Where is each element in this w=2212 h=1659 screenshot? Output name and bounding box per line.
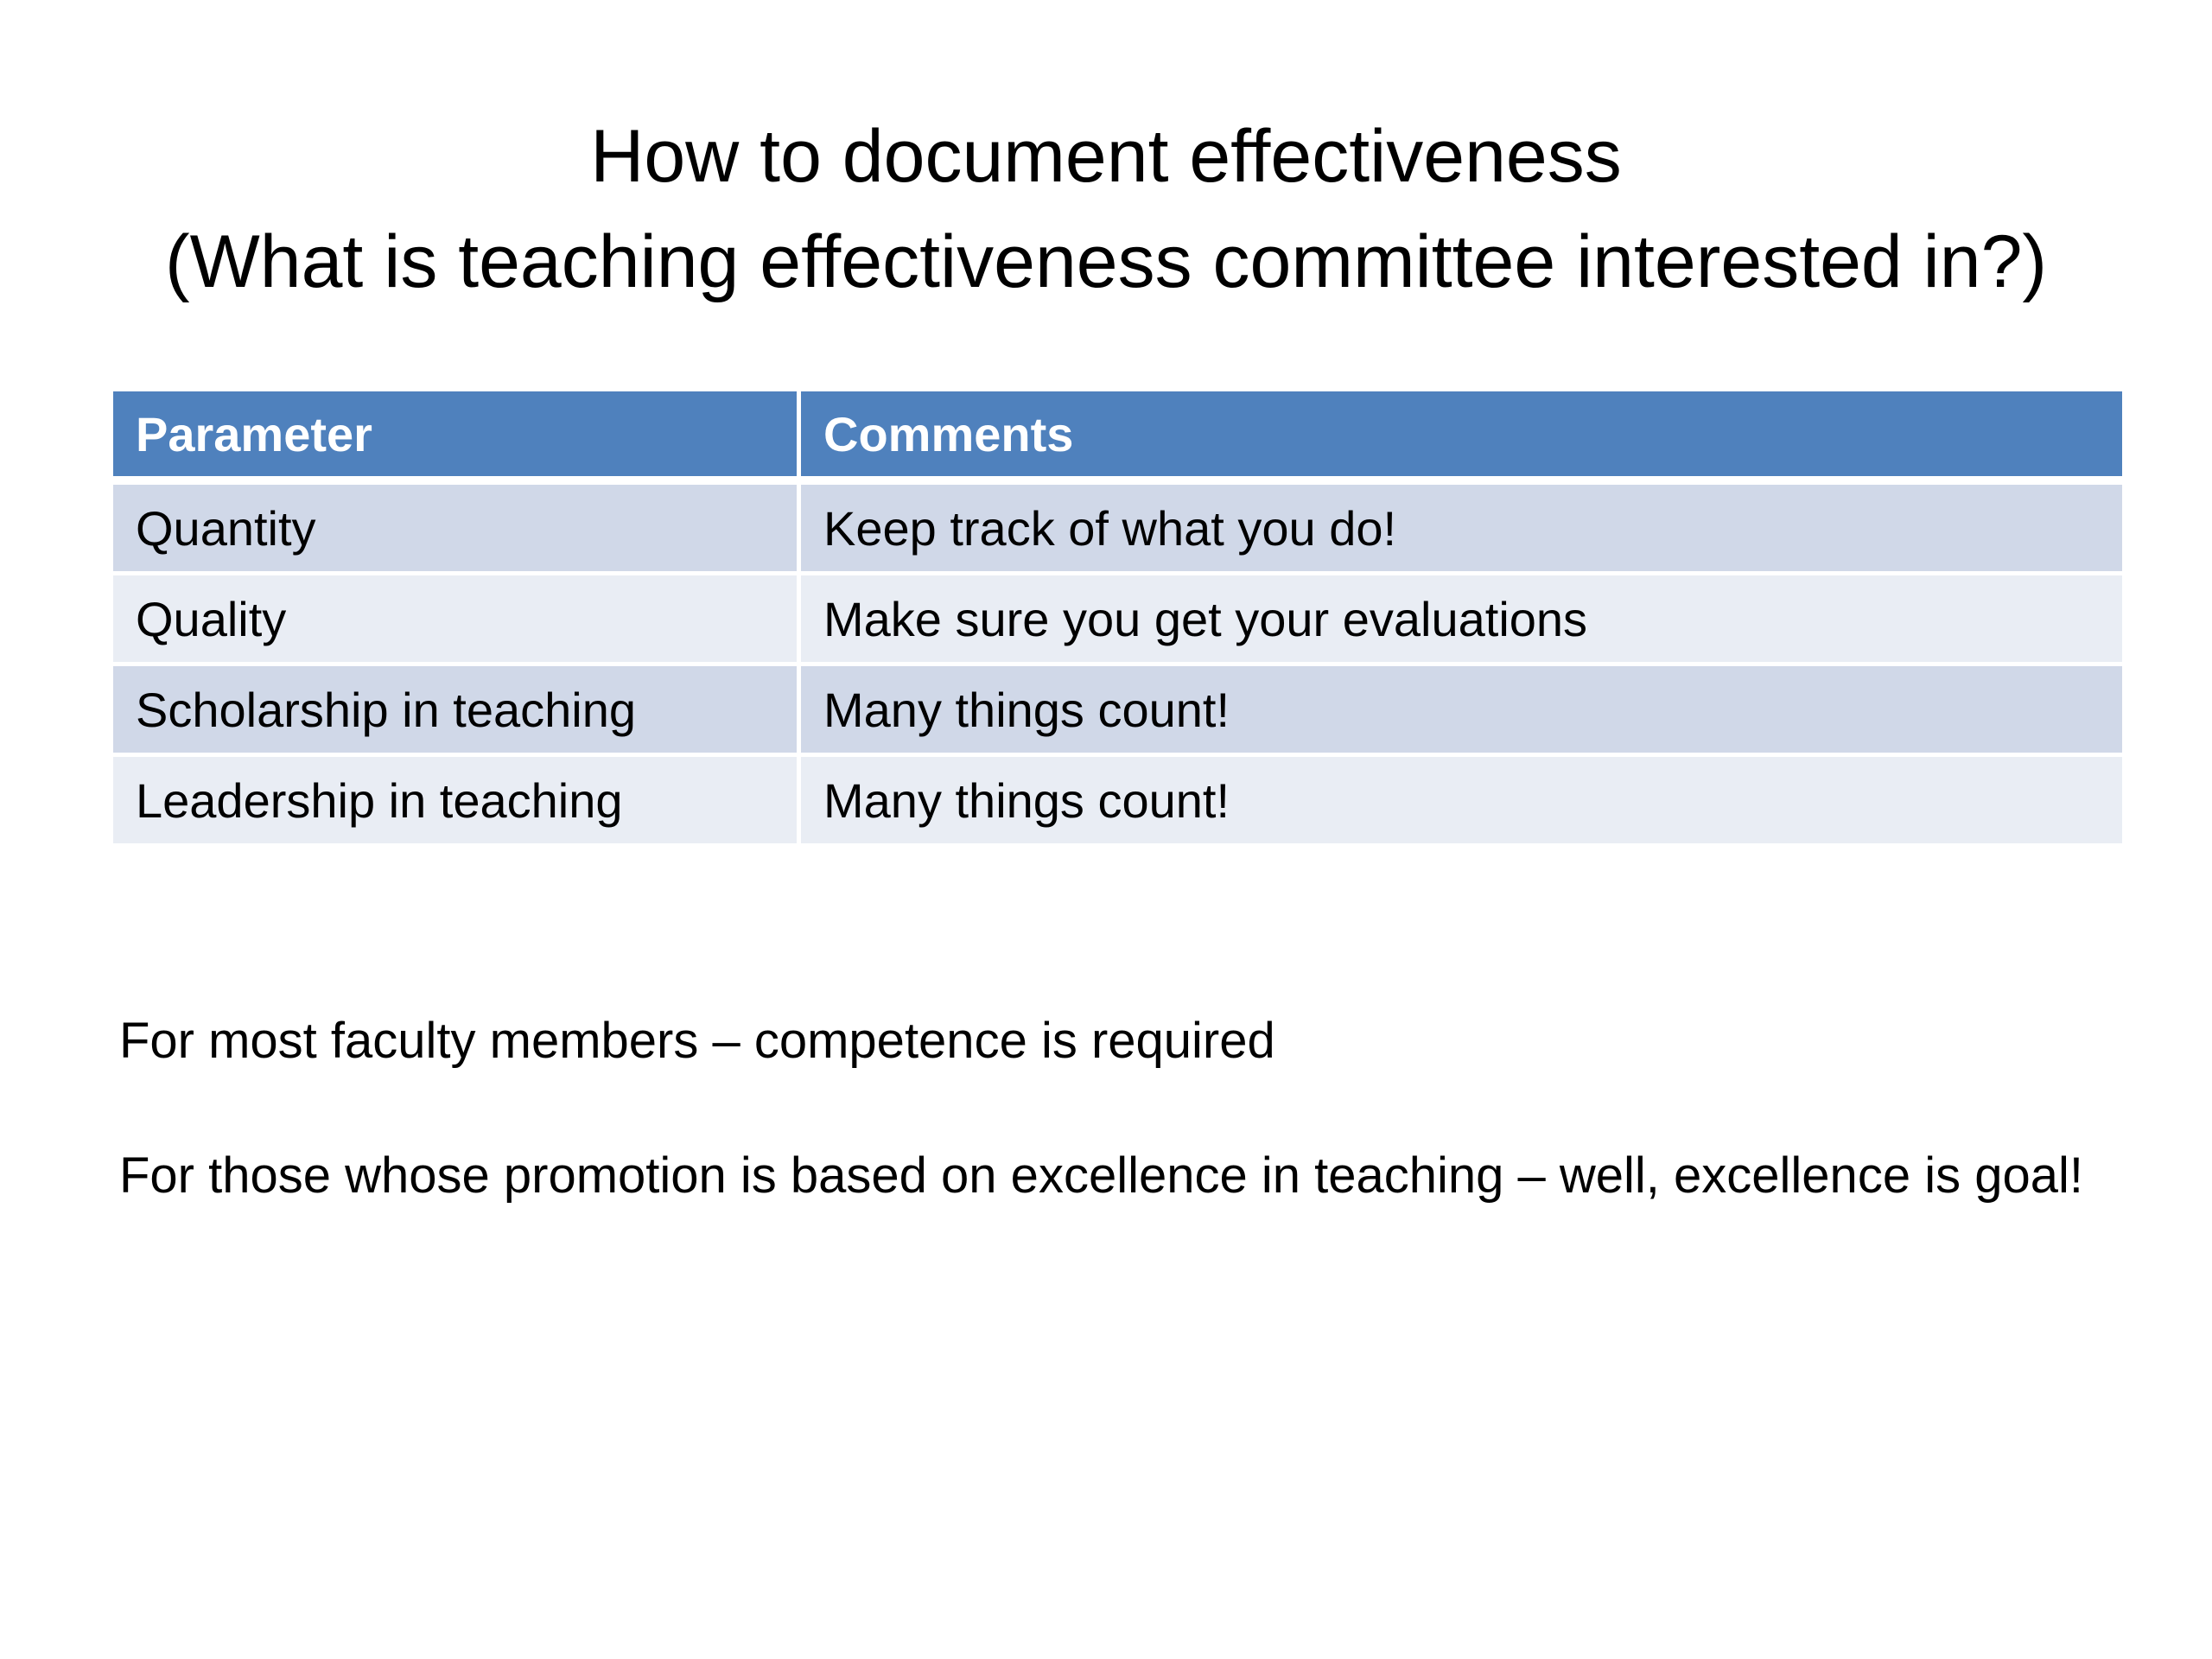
slide-title — [0, 104, 2212, 315]
cell-comment: Many things count! — [797, 666, 2122, 757]
parameters-table — [113, 391, 2122, 848]
note-excellence: For those whose promotion is based on excellence in teaching – well, excellence is goal! — [119, 1147, 2083, 1204]
header-parameter: Parameter — [113, 391, 797, 485]
cell-comment: Keep track of what you do! — [797, 485, 2122, 575]
cell-parameter: Scholarship in teaching — [113, 666, 797, 757]
table-row — [113, 575, 2122, 666]
table-row — [113, 485, 2122, 575]
table-header-row — [113, 391, 2122, 485]
table-row — [113, 666, 2122, 757]
cell-parameter: Quantity — [113, 485, 797, 575]
note-competence: For most faculty members – competence is required — [119, 1013, 1275, 1069]
title-line-1: How to document effectiveness — [590, 115, 1622, 198]
cell-comment: Many things count! — [797, 757, 2122, 848]
cell-parameter: Quality — [113, 575, 797, 666]
cell-comment: Make sure you get your evaluations — [797, 575, 2122, 666]
title-line-2: (What is teaching effectiveness committee interested in?) — [164, 220, 2048, 303]
table-row — [113, 757, 2122, 848]
cell-parameter: Leadership in teaching — [113, 757, 797, 848]
header-comments: Comments — [797, 391, 2122, 485]
